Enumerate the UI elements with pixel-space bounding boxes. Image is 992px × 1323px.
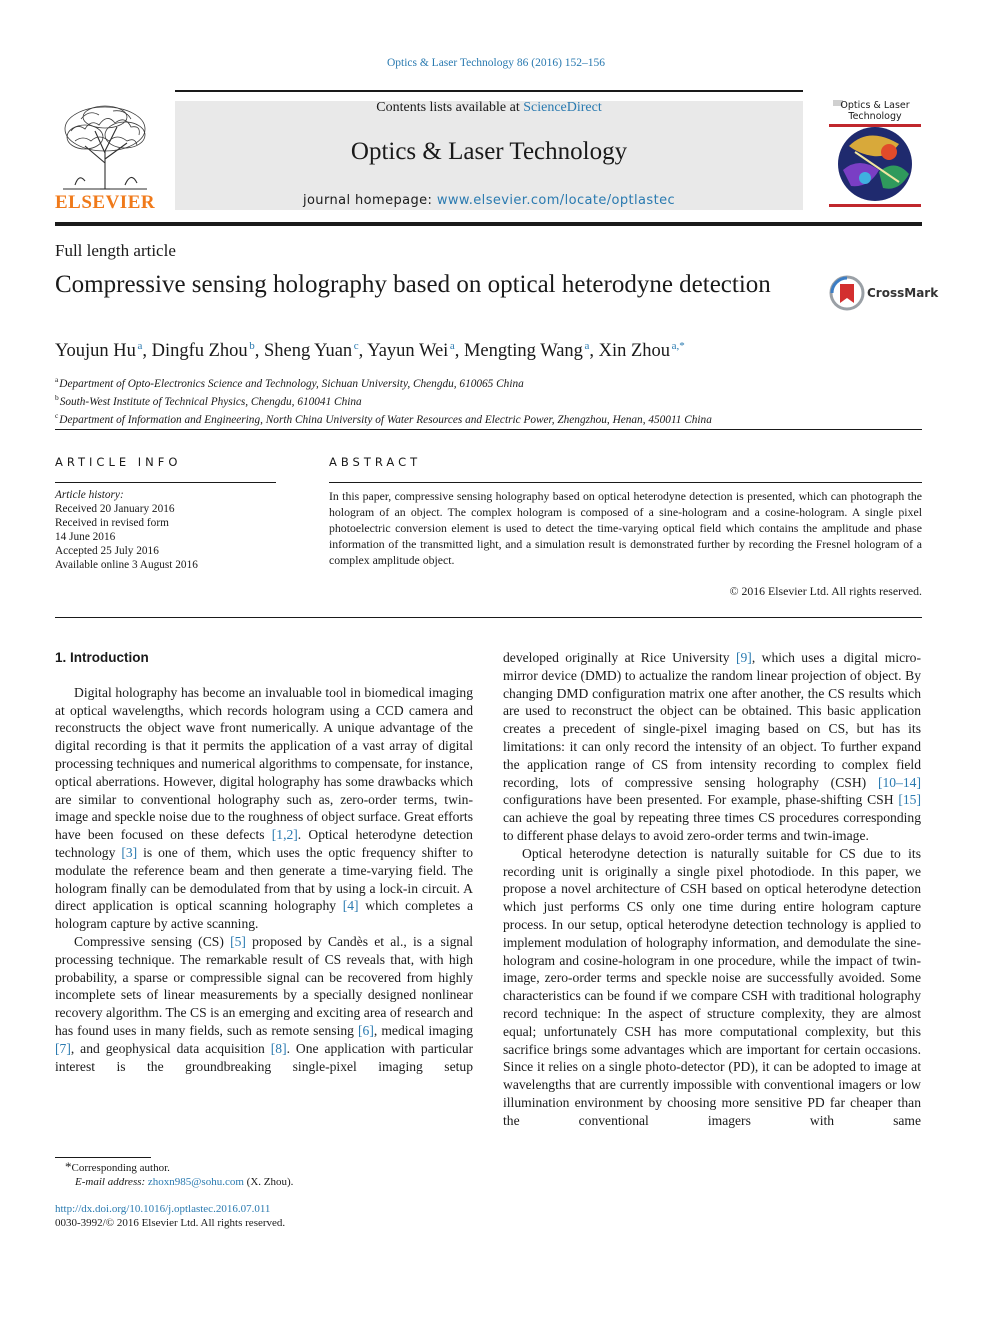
cover-title — [832, 100, 918, 122]
author-affiliation-mark[interactable]: a — [137, 340, 143, 352]
history-item: 14 June 2016 — [55, 531, 116, 543]
article-title: Compressive sensing holography based on optical heterodyne detection — [55, 271, 771, 298]
history-item: Available online 3 August 2016 — [55, 559, 198, 571]
article-info-rule — [55, 482, 276, 483]
author-name[interactable]: Sheng Yuan — [263, 341, 353, 362]
author-list: Youjun Hu $^a$, Dingfu Zhou $^b$, Sheng Yuan $^c$, Yayun Wei $^a$, Mengting Wang $^a$, Xin Zhou $^{a,*}$ — [55, 340, 685, 362]
affiliation-list — [55, 373, 712, 426]
journal-name: Optics & Laser Technology — [350, 138, 628, 165]
citation-link[interactable]: [10–14] — [877, 774, 921, 790]
history-label: Article history: — [55, 489, 124, 501]
author-affiliation-mark[interactable]: a — [449, 340, 455, 352]
body-left-column — [55, 649, 473, 1075]
abstract-bottom-rule — [55, 617, 922, 618]
abstract-copyright: © 2016 Elsevier Ltd. All rights reserved. — [729, 584, 922, 598]
footnote-rule — [55, 1157, 151, 1158]
article-type: Full length article — [55, 241, 176, 260]
author-affiliation-mark[interactable]: a,* — [671, 340, 685, 352]
abstract-rule — [329, 482, 922, 483]
history-item: Accepted 25 July 2016 — [55, 545, 159, 557]
corresponding-label: Corresponding author. — [71, 1162, 170, 1174]
citation-link[interactable]: [8] — [270, 1040, 287, 1056]
citation-link[interactable]: [9] — [735, 650, 752, 665]
author-name[interactable]: Mengting Wang — [463, 341, 583, 362]
sciencedirect-link[interactable]: ScienceDirect — [523, 100, 602, 115]
citation-link[interactable]: [4] — [342, 898, 359, 914]
author-affiliation-mark[interactable]: a — [584, 340, 590, 352]
body-right-column — [503, 649, 921, 1130]
citation-link[interactable]: [3] — [121, 844, 138, 860]
citation-link[interactable]: [1,2] — [271, 827, 298, 843]
paragraph: developed originally at Rice University [9], which uses a digital micro-mirror device (DMD) to actualize the random linear projection of object. By changing DMD configuration matrix one after another, the CS results which are used to reconstruct the object can be obtained. This basic application creates a precedent of single-pixel imaging based on CS, but has its limitations: it can only record the intensity of an object. To further expand the application range of CS from intensity recording to complex field recording, lots of compressive sensing holography (CSH) [10–14] configurations have been presented. For example, phase-shifting CSH [15] can achieve the goal by repeating three times CS procedures corresponding to different phase delays to avoid zero-order terms and twin-image. — [503, 650, 921, 843]
affiliation-item: $^b$ South-West Institute of Technical Physics, Chengdu, 610041 China — [55, 392, 362, 408]
author-email-link[interactable]: zhoxn985@sohu.com — [147, 1176, 244, 1188]
header-rule — [55, 222, 922, 226]
crossmark-label: CrossMark — [867, 286, 939, 300]
author-affiliation-mark[interactable]: b — [249, 340, 255, 352]
email-label: E-mail address: — [75, 1176, 148, 1188]
article-history — [55, 488, 198, 572]
author-name[interactable]: Xin Zhou — [598, 341, 671, 362]
doi-block — [55, 1202, 285, 1230]
contents-line — [175, 100, 803, 116]
affiliation-item: $^a$ Department of Opto-Electronics Science and Technology, Sichuan University, Chengdu, 610065 China — [55, 375, 524, 390]
email-suffix: (X. Zhou). — [243, 1176, 294, 1188]
contents-prefix: Contents lists available at — [376, 100, 524, 115]
abstract-text: In this paper, compressive sensing holography based on optical heterodyne detection is presented, which can photograph the hologram of an object. The complex hologram is composed of a sine-hologram and a cosine-hologram. A single pixel photoelectric conversion element is used to detect the time-varying optical field which contains the amplitude and phase information of the transmitted light, and a simulation result is demonstrated further by recording the Fresnel hologram of a complex amplitude object. — [329, 489, 922, 567]
cover-title-line2: Technology — [848, 111, 902, 122]
paragraph: Optical heterodyne detection is naturally suitable for CS due to its recording unit is originally a single pixel photodiode. In this paper, we propose a novel architecture of CSH based on optical heterodyne detection which just performs CS only one time during entire hologram capture process. In our setup, optical heterodyne detection technology is applied to implement modulation of holography information, and demodulate the sine-hologram and cosine-hologram in one procedure, while the impact of twin-image, zero-order terms and speckle noise are successfully avoided. Some characteristics can be found if we compare CSH with traditional holography record technique: In the aspect of structure complexity, they are almost equal; unfortunately CSH has more computational complexity, but this sacrifice brings some advantages which are important for certain occasions. Since it relies on a single photo-detector (PD), it can be adopted to image at wavelengths that are currently impossible with conventional imagers or low illumination environment by choosing more sensitive PD far cheaper than the conventional imagers with same — [503, 845, 921, 1128]
citation-link[interactable]: [7] — [55, 1040, 71, 1056]
section-heading-introduction: 1. Introduction — [55, 650, 149, 665]
journal-reference[interactable]: Optics & Laser Technology 86 (2016) 152–156 — [386, 57, 606, 69]
doi-link[interactable]: http://dx.doi.org/10.1016/j.optlastec.2016.07.011 — [55, 1203, 271, 1215]
homepage-prefix: journal homepage: — [302, 193, 437, 208]
cover-title-line1: Optics & Laser — [840, 100, 910, 111]
history-item: Received 20 January 2016 — [55, 503, 175, 515]
article-info-heading: ARTICLE INFO — [55, 455, 182, 469]
abstract-heading: ABSTRACT — [329, 455, 422, 469]
corresponding-footnote: *Corresponding author. E-mail address: zhoxn985@sohu.com (X. Zhou). — [65, 1159, 294, 1188]
issn-copyright: 0030-3992/© 2016 Elsevier Ltd. All rights reserved. — [55, 1217, 286, 1229]
paragraph: Compressive sensing (CS) [5] proposed by Candès et al., is a signal processing technique. The remarkable result of CS reveals that, with high probability, a sparse or compressible signal can be recovered from highly incomplete sets of linear measurements by a specially designed nonlinear recovery algorithm. The CS is an emerging and exciting area of research and has found uses in many fields, such as remote sensing [6], medical imaging [7], and geophysical data acquisition [8]. One application with particular interest is the groundbreaking single-pixel imaging setup — [55, 933, 474, 1074]
homepage-link[interactable]: www.elsevier.com/locate/optlastec — [436, 193, 676, 208]
author-name[interactable]: Dingfu Zhou — [151, 341, 248, 362]
title-block-rule — [55, 429, 922, 430]
paragraph: Digital holography has become an invaluable tool in biomedical imaging at optical wavelengths, which records hologram using a CCD camera and reconstructs the object wave front numerically. A unique advantage of the digital recording is that it permits the application of a vast array of digital processing techniques and numerical algorithms to compensate, for instance, optical aberrations. However, digital holography has some drawbacks which are similar to conventional holography such as, zero-order terms, twin-image and speckle noise due to the roughness of object surface. Great efforts have been focused on these defects [1,2]. Optical heterodyne detection technology [3] is one of them, which uses the optic frequency shifter to modulate the reference beam and then generate a time-varying field. The hologram finally can be demodulated from that by using a lock-in circuit. A direct application is optical scanning holography [4] which completes a hologram capture by active scanning. — [55, 684, 474, 932]
header-top-rule — [175, 90, 803, 92]
author-name[interactable]: Yayun Wei — [367, 341, 449, 362]
author-affiliation-mark[interactable]: c — [353, 340, 359, 352]
journal-homepage — [175, 193, 803, 208]
history-item: Received in revised form — [55, 517, 169, 529]
citation-link[interactable]: [5] — [230, 933, 246, 949]
elsevier-wordmark: ELSEVIER — [55, 192, 156, 213]
author-name[interactable]: Youjun Hu — [55, 341, 136, 362]
citation-link[interactable]: [6] — [358, 1022, 374, 1038]
affiliation-item: $^c$ Department of Information and Engineering, North China University of Water Resources and Electric Power, Zhengzhou, Henan, 450011 China — [55, 410, 712, 426]
citation-link[interactable]: [15] — [898, 792, 921, 808]
